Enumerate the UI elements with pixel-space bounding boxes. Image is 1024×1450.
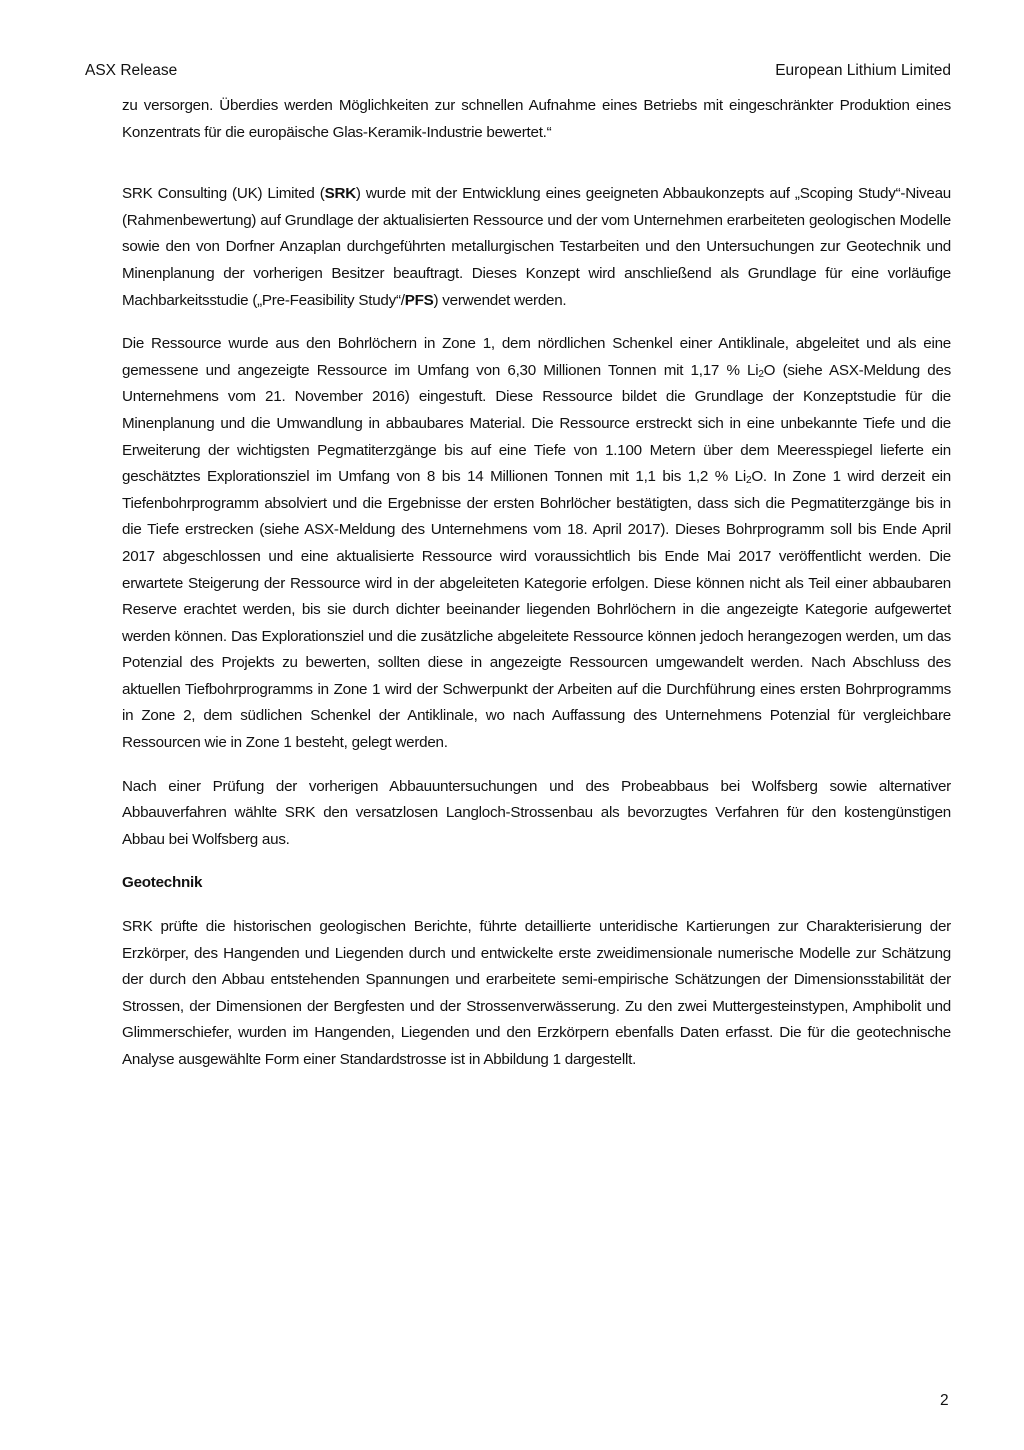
subscript: 2 <box>746 475 752 487</box>
text-run: O. In Zone 1 wird derzeit ein Tiefenbohrprogramm absolviert und die Ergebnisse der ersten Bohrlöcher bestätigten, dass sich die Pegmatiterzgänge bis in die Tiefe erstrecken (siehe ASX-Meldung des Unternehmens vom 18. April 2017). Dieses Bohrprogramm soll bis Ende April 2017 abgeschlossen und eine aktualisierte Ressource wird voraussichtlich bis Ende Mai 2017 veröffentlicht werden. Die erwartete Steigerung der Ressource wird in der abgeleiteten Kategorie erfolgen. Diese können nicht als Teil einer abbaubaren Reserve erachtet werden, bis sie durch dichter beeinander liegenden Bohrlöchern in die angezeigte Kategorie aufgewertet werden können. Das Explorationsziel und die zusätzliche abgeleitete Ressource können jedoch herangezogen werden, um das Potenzial des Projekts zu bewerten, sollten diese in angezeigte Ressourcen umgewandelt werden. Nach Abschluss des aktuellen Tiefbohrprogramms in Zone 1 wird der Schwerpunkt der Arbeiten auf die Durchführung eines ersten Bohrprogramms in Zone 2, dem südlichen Schenkel der Antiklinale, wo nach Auffassung des Unternehmens Potenzial für vergleichbare Ressourcen wie in Zone 1 besteht, gelegt werden. <box>122 468 951 752</box>
section-heading-geotechnik: Geotechnik <box>122 874 203 892</box>
page-number: 2 <box>940 1392 949 1409</box>
text-run: Die Ressource wurde aus den Bohrlöchern in Zone 1, dem nördlichen Schenkel einer Antiklinale, abgeleitet und als eine gemessene und angezeigte Ressource im Umfang von 6,30 Millionen Tonnen mit 1,17 % Li <box>122 335 951 379</box>
page-header <box>85 62 951 86</box>
header-left-label: ASX Release <box>85 62 178 79</box>
subscript: 2 <box>758 368 764 380</box>
paragraph-srk-consulting <box>122 181 951 314</box>
bold-abbreviation-pfs: PFS <box>404 291 434 309</box>
text-run: ) wurde mit der Entwicklung eines geeigneten Abbaukonzepts auf „Scoping Study“-Niveau (Rahmenbewertung) auf Grundlage der aktualisierten Ressource und der vom Unternehmen erarbeiteten geologischen Modelle sowie den von Dorfner Anzaplan durchgeführten metallurgischen Testarbeiten und den Untersuchungen zur Geotechnik und Minenplanung der vorherigen Besitzer beauftragt. Dieses Konzept wird anschließend als Grundlage für eine vorläufige Machbarkeitsstudie („Pre-Feasibility Study“/ <box>122 185 951 309</box>
paragraph-intro-continuation: zu versorgen. Überdies werden Möglichkeiten zur schnellen Aufnahme eines Betriebs mit eingeschränkter Produktion eines Konzentrats für die europäische Glas-Keramik-Industrie bewertet.“ <box>122 97 951 141</box>
text-run: ) verwendet werden. <box>433 291 567 309</box>
document-body <box>122 93 951 1074</box>
header-company-name: European Lithium Limited <box>775 62 951 79</box>
paragraph-geotechnik: SRK prüfte die historischen geologischen Berichte, führte detaillierte unteridische Kartierungen zur Charakterisierung der Erzkörper, des Hangenden und Liegenden durch und entwickelte erste zweidimensionale numerische Modelle zur Schätzung der durch den Abbau entstehenden Spannungen und erarbeitete semi-empirische Schätzungen der Dimensionsstabilität der Strossen, der Dimensionen der Bergfesten und der Strossenverwässerung. Zu den zwei Muttergesteinstypen, Amphibolit und Glimmerschiefer, wurden im Hangenden, Liegenden und den Erzkörpern ebenfalls Daten erfasst. Die für die geotechnische Analyse ausgewählte Form einer Standardstrosse ist in Abbildung 1 dargestellt. <box>122 918 951 1068</box>
text-run: O (siehe ASX-Meldung des Unternehmens vom 21. November 2016) eingestuft. Diese Ressource bildet die Grundlage der Konzeptstudie für die Minenplanung und die Umwandlung in abbaubares Material. Die Ressource erstreckt sich in eine unbekannte Tiefe und die Erweiterung der wichtigsten Pegmatiterzgänge bis auf eine Tiefe von 1.100 Metern über dem Meeresspiegel lieferte ein geschätztes Explorationsziel im Umfang von 8 bis 14 Millionen Tonnen mit 1,1 bis 1,2 % Li <box>122 361 951 486</box>
bold-abbreviation-srk: SRK <box>324 185 356 203</box>
paragraph-resource <box>122 331 951 757</box>
text-run: SRK Consulting (UK) Limited ( <box>122 185 325 203</box>
paragraph-mining-method: Nach einer Prüfung der vorherigen Abbauuntersuchungen und des Probeabbaus bei Wolfsberg sowie alternativer Abbauverfahren wählte SRK den versatzlosen Langloch-Strossenbau als bevorzugtes Verfahren für den kostengünstigen Abbau bei Wolfsberg aus. <box>122 777 951 848</box>
